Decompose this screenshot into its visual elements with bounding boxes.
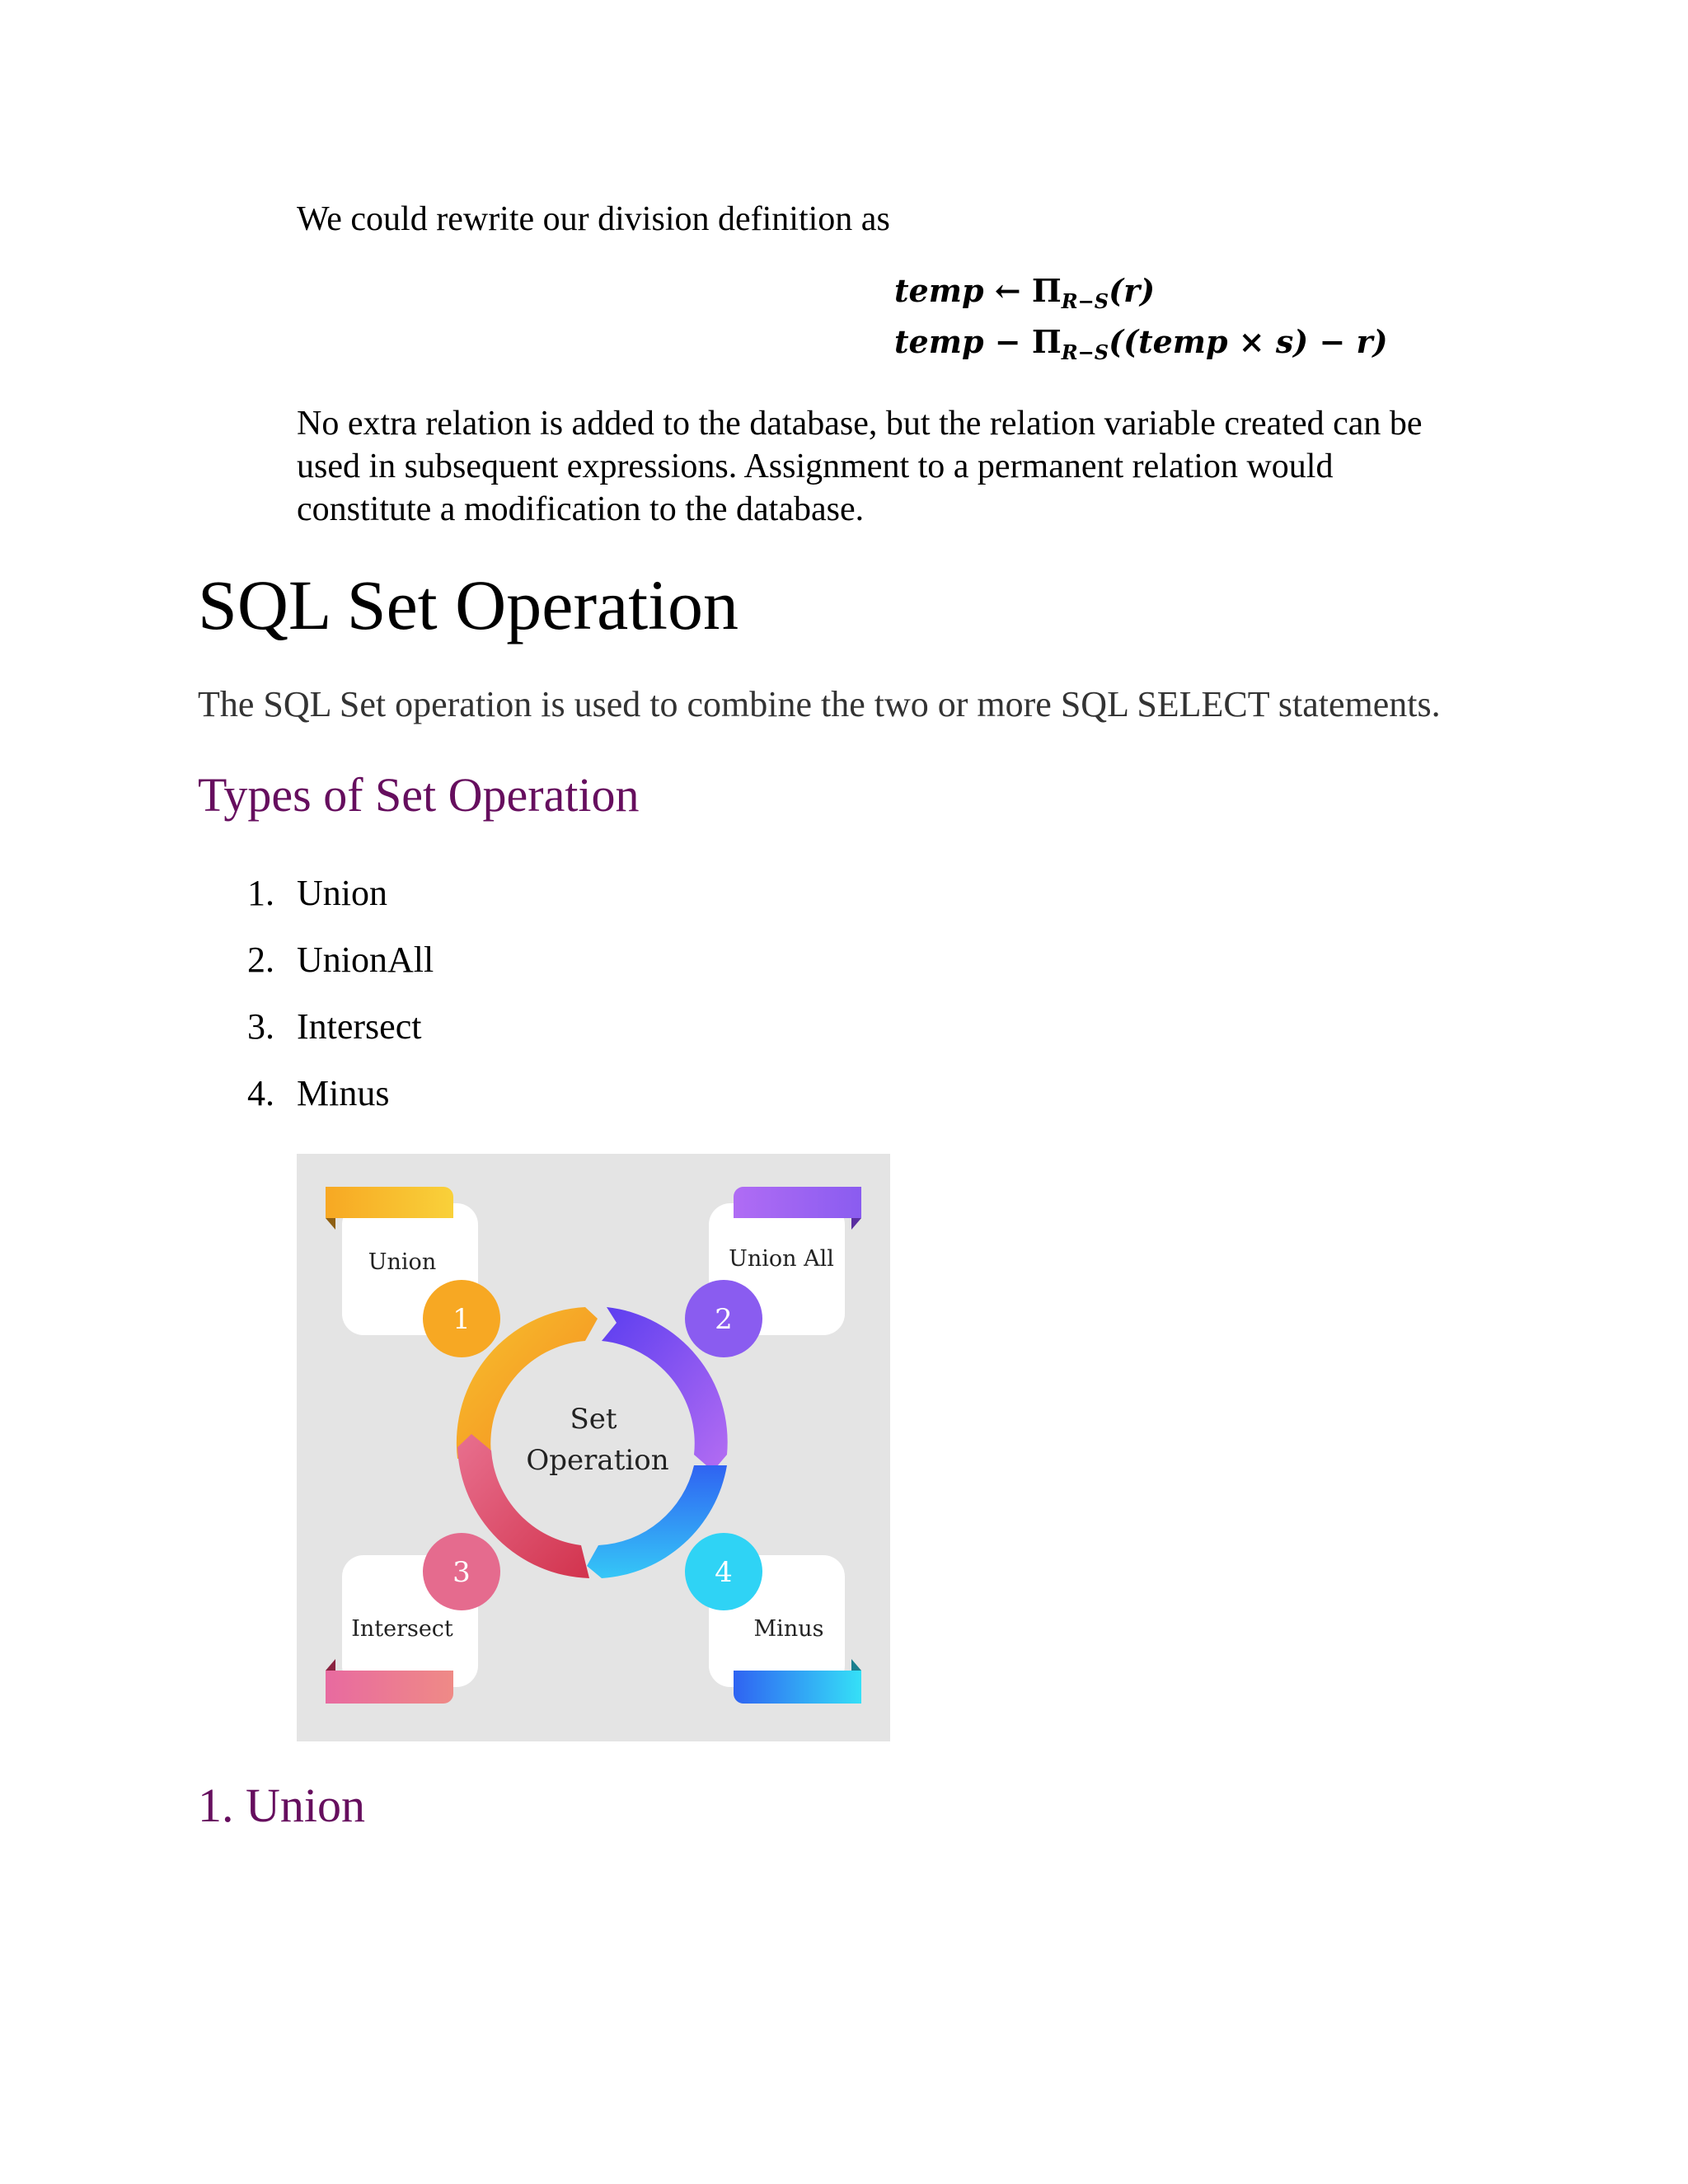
center-label-line-2: Operation — [526, 1444, 669, 1477]
types-heading: Types of Set Operation — [198, 768, 640, 822]
minus-card-label: Minus — [753, 1616, 824, 1642]
equation-line-2: temp − $\Pi_{R-S}((temp \times s) - r)$ — [894, 323, 1388, 364]
intro-text: We could rewrite our division definition as — [297, 200, 890, 238]
list-item: 3. Intersect — [247, 1006, 422, 1047]
center-label-line-1: Set — [570, 1403, 617, 1436]
list-item: 4. Minus — [247, 1073, 390, 1113]
union-card-label: Union — [368, 1249, 437, 1275]
union-section-heading: 1. Union — [198, 1779, 365, 1832]
intersect-card-label: Intersect — [351, 1616, 453, 1642]
page-title: SQL Set Operation — [198, 565, 739, 644]
list-item: 2. UnionAll — [247, 940, 434, 980]
union-all-card-label: Union All — [729, 1246, 834, 1272]
types-list — [247, 872, 434, 1139]
set-operation-diagram — [297, 1154, 890, 1741]
union-number-badge: 1 — [452, 1303, 471, 1336]
set-operation-description: The SQL Set operation is used to combine the two or more SQL SELECT statements. — [198, 684, 1441, 724]
intersect-number-badge: 3 — [452, 1556, 471, 1589]
minus-number-badge: 4 — [715, 1556, 733, 1589]
list-item: 1. Union — [247, 873, 387, 913]
union-all-number-badge: 2 — [715, 1303, 733, 1336]
assignment-paragraph: No extra relation is added to the database, but the relation variable created can be used in subsequent expressions. Assignment to a permanent relation would constitute a modification to the database. — [297, 405, 1423, 528]
equation-line-1: temp ← $\Pi_{R-S}(r)$ — [894, 272, 1156, 313]
